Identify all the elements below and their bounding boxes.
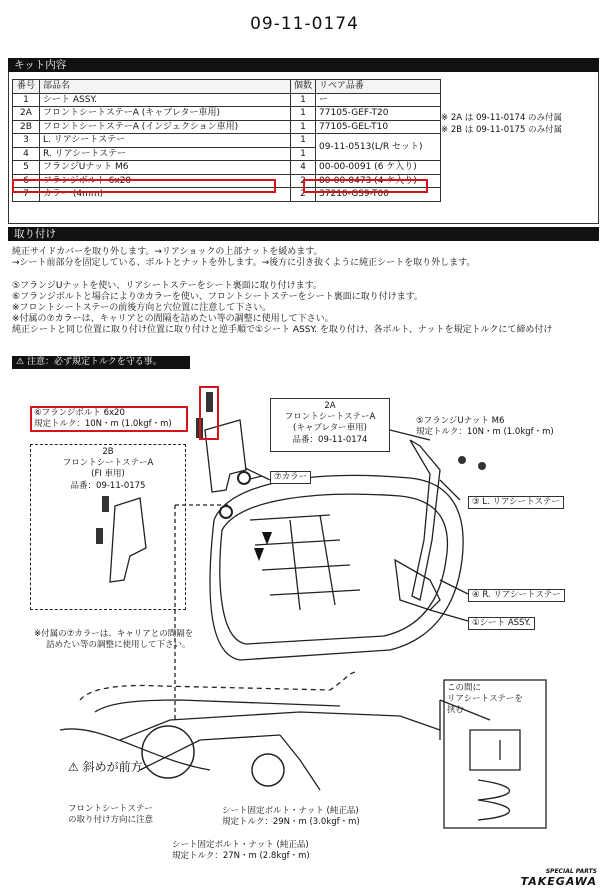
- caution-text: 注意：必ず規定トルクを守る事。: [26, 357, 162, 367]
- stay-2a-name: フロントシートステーA: [284, 412, 376, 422]
- row-number: 7: [13, 188, 40, 202]
- row-repair-number: 09-11-0513(L/R セット): [316, 134, 441, 161]
- collar-note-line: ※付属の⑦カラーは、キャリアとの間隔を: [34, 629, 194, 639]
- sandwich-label: リアシートステーを: [447, 694, 523, 704]
- stay-2b-part-no: 品番：09-11-0175: [70, 481, 146, 491]
- row-part-name: フランジUナット M6: [40, 161, 291, 175]
- col-repair-number: リペア品番: [316, 80, 441, 94]
- row-number: 4: [13, 147, 40, 161]
- row-part-name: フランジボルト 6x20: [40, 174, 291, 188]
- row-number: 6: [13, 174, 40, 188]
- warning-icon: ⚠: [16, 357, 25, 367]
- row-part-name: フロントシートステーA (インジェクション車用): [40, 120, 291, 134]
- col-part-name: 部品名: [40, 80, 291, 94]
- col-number: 番号: [13, 80, 40, 94]
- row-part-name: カラー (4mm): [40, 188, 291, 202]
- row-part-name: フロントシートステーA (キャブレター車用): [40, 107, 291, 121]
- row-part-name: シート ASSY.: [40, 93, 291, 107]
- row-part-name: L. リアシートステー: [40, 134, 291, 148]
- kit-note-2b: ※ 2B は 09-11-0175 のみ付属: [441, 125, 563, 135]
- collar-callout: ⑦カラー: [270, 471, 311, 484]
- row-number: 3: [13, 134, 40, 148]
- row-part-name: R. リアシートステー: [40, 147, 291, 161]
- row-number: 1: [13, 93, 40, 107]
- brand-name: TAKEGAWA: [520, 875, 597, 888]
- bolt-icon-highlight: [199, 386, 219, 440]
- row-qty: 2: [291, 174, 316, 188]
- diagonal-front-text: 斜めが前方: [82, 760, 143, 774]
- row-number: 2B: [13, 120, 40, 134]
- front-bolt-label: シート固定ボルト・ナット (純正品): [172, 840, 309, 850]
- stay-2b-callout: [30, 444, 186, 610]
- row-repair-number: 37210-GS9-T00: [316, 188, 441, 202]
- row-qty: 1: [291, 93, 316, 107]
- instruction-line: ※フロントシートステーの前後方向と穴位置に注意して下さい。: [12, 303, 272, 313]
- row-qty: 2: [291, 188, 316, 202]
- rear-bolt-label: シート固定ボルト・ナット (純正品): [222, 806, 359, 816]
- warning-icon: ⚠: [68, 760, 79, 774]
- kit-note-2a: ※ 2A は 09-11-0174 のみ付属: [441, 113, 563, 123]
- document-number: 09-11-0174: [250, 14, 359, 34]
- row-repair-number: 00-00-0473 (4 ケ入り): [316, 174, 441, 188]
- bolt-label: ⑥フランジボルト 6x20: [34, 408, 125, 418]
- nut-torque: 規定トルク：10N・m (1.0kgf・m): [416, 427, 554, 437]
- row-qty: 1: [291, 120, 316, 134]
- instruction-line: ⑤フランジUナットを使い、リアシートステーをシート裏面に取り付けます。: [12, 281, 322, 291]
- collar-note-line: 詰めたい等の調整に使用して下さい。: [46, 640, 191, 650]
- r-rear-stay-callout: ④ R. リアシートステー: [468, 589, 565, 602]
- collar: [238, 472, 250, 484]
- row-number: 2A: [13, 107, 40, 121]
- bolt-torque: 規定トルク：10N・m (1.0kgf・m): [34, 419, 172, 429]
- stay-2a-callout: [270, 398, 390, 452]
- col-qty: 個数: [291, 80, 316, 94]
- stay-2a-part-no: 品番：09-11-0174: [292, 435, 368, 445]
- install-section-heading: 取り付け: [8, 227, 599, 241]
- nut-label: ⑤フランジUナット M6: [416, 416, 505, 426]
- row-repair-number: 00-00-0091 (6 ケ入り): [316, 161, 441, 175]
- seat-assy-callout: ①シート ASSY.: [468, 617, 535, 630]
- rear-stay-l: [410, 440, 440, 600]
- stay-2a-type: (キャブレター車用): [293, 423, 367, 433]
- instruction-line: 純正サイドカバーを取り外します。→リアショックの上部ナットを緩めます。: [12, 247, 323, 257]
- stay-2b-id: 2B: [102, 447, 114, 457]
- instruction-line: ※付属の⑦カラーは、キャリアとの間隔を詰めたい等の調整に使用して下さい。: [12, 314, 334, 324]
- stay-2a-id: 2A: [324, 401, 336, 411]
- sandwich-label: この間に: [447, 683, 482, 693]
- row-qty: 1: [291, 107, 316, 121]
- instruction-line: 純正シートと同じ位置に取り付け位置に取り付けと逆手順で①シート ASSY. を取り付け、各ボルト、ナットを規定トルクにて締め付け: [12, 325, 553, 335]
- brand-logo: [521, 868, 597, 888]
- row-repair-number: ー: [316, 93, 441, 107]
- diagonal-front-label: [68, 760, 143, 774]
- row-repair-number: 77105-GEL-T10: [316, 120, 441, 134]
- sandwich-label: 挟む: [447, 705, 465, 715]
- front-stay-note: の取り付け方向に注意: [68, 815, 154, 825]
- front-bolt-torque: 規定トルク：27N・m (2.8kgf・m): [172, 851, 310, 861]
- instruction-line: ⑥フランジボルトと場合により⑦カラーを使い、フロントシートステーをシート裏面に取り付けます。: [12, 292, 423, 302]
- seat-inner: [220, 494, 448, 644]
- instruction-line: →シート前部分を固定している、ボルトとナットを外します。→後方に引き抜くように純正シートを取り外します。: [12, 258, 476, 268]
- kit-section-heading: キット内容: [8, 58, 599, 72]
- stay-2b-name: フロントシートステーA: [62, 458, 154, 468]
- l-rear-stay-callout: ③ L. リアシートステー: [468, 496, 564, 509]
- row-number: 5: [13, 161, 40, 175]
- row-repair-number: 77105-GEF-T20: [316, 107, 441, 121]
- rear-bolt-torque: 規定トルク：29N・m (3.0kgf・m): [222, 817, 360, 827]
- front-stay-note: フロントシートステー: [68, 804, 153, 814]
- brand-tagline: SPECIAL PARTS: [545, 868, 597, 875]
- row-qty: 1: [291, 147, 316, 161]
- row-qty: 1: [291, 134, 316, 148]
- stay-2b-type: (FI 車用): [91, 469, 125, 479]
- row-qty: 4: [291, 161, 316, 175]
